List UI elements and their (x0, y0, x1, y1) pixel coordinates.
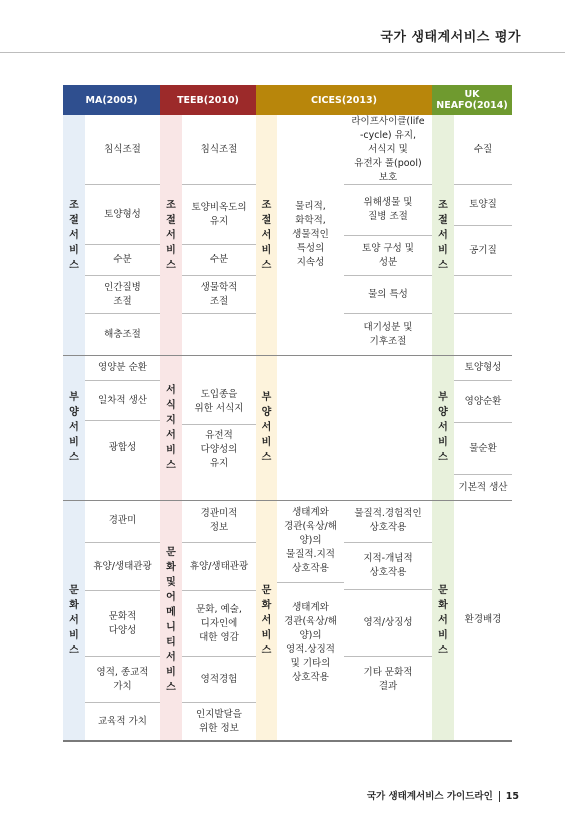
cultural-cices-group: 생태계와 경관(육상/해 양)의 영적.상징적 및 기타의 상호작용 (284, 602, 337, 683)
regulating-ma-item: 수분 (85, 245, 160, 276)
regulating-uk-item (454, 276, 512, 314)
cultural-teeb-item: 경관미적 정보 (182, 500, 256, 543)
column-header-4: UK NEAFO(2014) (432, 85, 512, 115)
regulating-cices-group: 물리적, 화학적, 생물적인 특성의 지속성 (292, 201, 329, 268)
cultural-ma-item: 교육적 가치 (98, 715, 147, 727)
regulating-uk-item (454, 314, 512, 355)
supporting-ma-item: 일차적 생산 (85, 381, 160, 421)
section-supporting-uk-category: 부 양 서 비 스 (438, 392, 448, 463)
regulating-cices-item: 라이프사이클(life -cycle) 유지, 서식지 및 유전자 풀(pool) 보호 (344, 115, 432, 185)
column-header-3: CICES(2013) (256, 85, 432, 115)
page-header-title: 국가 생태계서비스 평가 (380, 30, 521, 45)
cultural-cices-item: 지적-개념적 상호작용 (344, 543, 432, 590)
supporting-uk-item: 영양순환 (454, 381, 512, 423)
supporting-ma-item: 영양분 순환 (85, 355, 160, 381)
section-regulating-cices-category: 조 절 서 비 스 (261, 199, 272, 271)
section-cultural-teeb-category: 문 화 및 어 메 니 티 서 비 스 (166, 547, 176, 693)
regulating-cices-item: 토양 구성 및 성분 (344, 236, 432, 276)
regulating-uk-item: 공기질 (454, 226, 512, 276)
regulating-cices-item: 물의 특성 (344, 276, 432, 314)
regulating-cices-item: 위해생물 및 질병 조절 (344, 185, 432, 236)
table-bottom-rule (63, 740, 512, 742)
ecosystem-services-table (63, 85, 512, 742)
cultural-teeb-item: 문화, 예술, 디자인에 대한 영감 (182, 591, 256, 657)
section-supporting-cices-category: 부 양 서 비 스 (261, 392, 272, 463)
supporting-ma-item: 광합성 (108, 442, 137, 453)
regulating-ma-item: 토양형성 (85, 185, 160, 245)
cultural-cices-item: 기타 문화적 결과 (363, 667, 413, 692)
regulating-teeb-item (182, 314, 256, 355)
section-regulating-teeb-category: 조 절 서 비 스 (166, 199, 176, 271)
section-cultural-ma-category: 문 화 서 비 스 (69, 584, 79, 656)
regulating-uk-item: 토양질 (454, 185, 512, 226)
section-regulating-ma-category: 조 절 서 비 스 (69, 199, 79, 271)
cultural-ma-item: 문화적 다양성 (85, 591, 160, 657)
cultural-ma-item: 경관미 (85, 500, 160, 543)
regulating-cices-item: 대기성분 및 기후조절 (363, 321, 413, 347)
cultural-cices-item: 영적/상징성 (344, 590, 432, 657)
section-cultural-uk-category: 문 화 서 비 스 (438, 584, 448, 656)
regulating-ma-item: 침식조절 (85, 115, 160, 185)
regulating-teeb-item: 수분 (182, 245, 256, 276)
cultural-teeb-item: 인지발달을 위한 정보 (196, 708, 242, 734)
regulating-ma-item: 해충조절 (104, 328, 141, 340)
cultural-teeb-item: 영적경험 (182, 657, 256, 703)
cultural-ma-item: 영적, 종교적 가치 (85, 657, 160, 703)
section-supporting-teeb-category: 서 식 지 서 비 스 (166, 384, 176, 471)
supporting-teeb-item: 유전적 다양성의 유지 (200, 430, 238, 469)
supporting-uk-item: 토양형성 (454, 355, 512, 381)
footer-divider (499, 791, 500, 802)
section-cultural-cices-category: 문 화 서 비 스 (261, 584, 272, 656)
column-header-1: MA(2005) (63, 85, 160, 115)
section-supporting-ma-category: 부 양 서 비 스 (69, 392, 79, 463)
regulating-ma-item: 인간질병 조절 (85, 276, 160, 314)
regulating-teeb-item: 토양비옥도의 유지 (182, 185, 256, 245)
cultural-cices-group: 생태계와 경관(육상/해 양)의 물질적.지적 상호작용 (277, 500, 344, 583)
supporting-uk-item: 물순환 (454, 423, 512, 475)
column-header-2: TEEB(2010) (160, 85, 256, 115)
page-footer (367, 788, 519, 802)
supporting-teeb-item: 도입종을 위한 서식지 (182, 379, 256, 425)
supporting-uk-item: 기본적 생산 (458, 481, 508, 493)
cultural-uk-item: 환경배경 (464, 614, 502, 625)
page-number: 15 (505, 791, 519, 802)
header-rule (0, 52, 565, 53)
cultural-teeb-item: 휴양/생태관광 (182, 543, 256, 591)
regulating-teeb-item: 침식조절 (182, 115, 256, 185)
section-regulating-uk-category: 조 절 서 비 스 (438, 199, 448, 271)
footer-title: 국가 생태계서비스 가이드라인 (366, 791, 493, 802)
cultural-ma-item: 휴양/생태관광 (85, 543, 160, 591)
regulating-uk-item: 수질 (454, 115, 512, 185)
regulating-teeb-item: 생물학적 조절 (182, 276, 256, 314)
cultural-cices-item: 물질적.경험적인 상호작용 (344, 500, 432, 543)
